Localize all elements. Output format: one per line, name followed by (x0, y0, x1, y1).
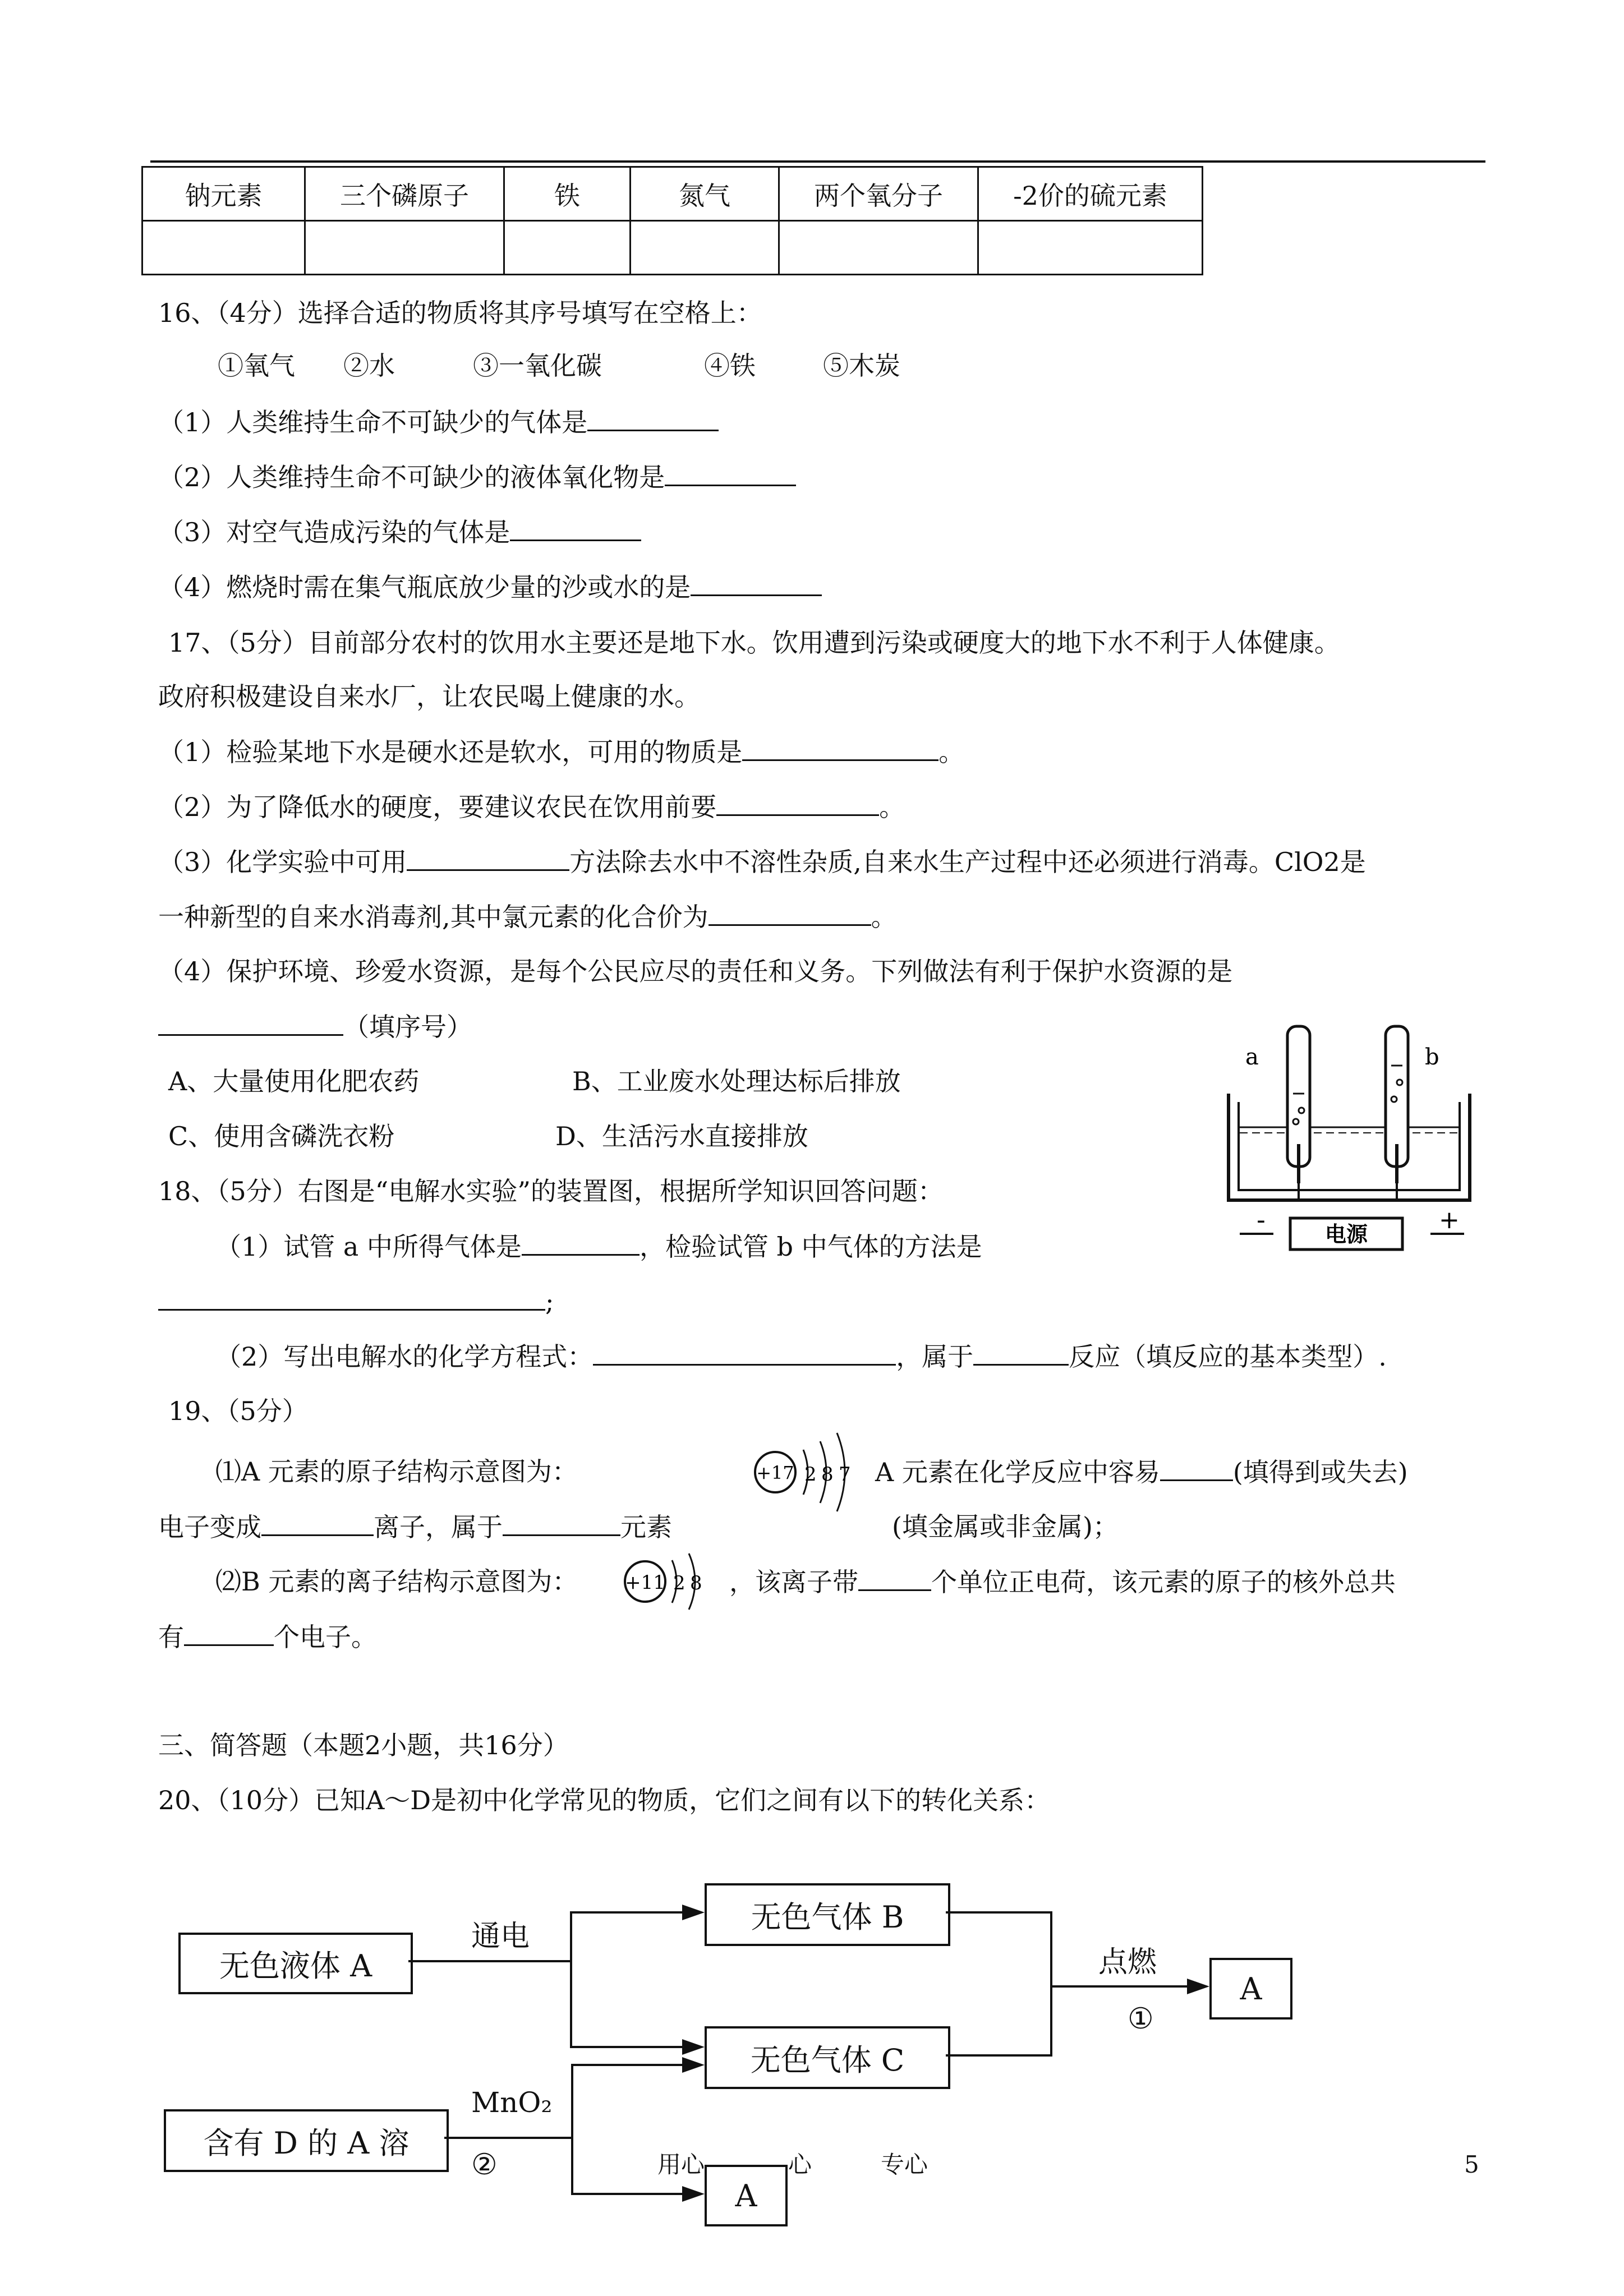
q17-item-1 (158, 735, 964, 769)
arrow-to-gas-b (682, 1905, 705, 1920)
answer-blank[interactable] (593, 1339, 896, 1366)
atom-a-shell-3: 7 (839, 1463, 851, 1486)
q16-item-1-text: （1）人类维持生命不可缺少的气体是 (158, 407, 588, 437)
connector-line (1050, 1911, 1052, 2057)
connector-line (570, 1912, 572, 2047)
ion-b-shell-1: 2 (673, 1572, 686, 1594)
q17-item-3-text-a: （3）化学实验中可用 (158, 847, 407, 877)
table-row (142, 221, 1203, 275)
q17-item-2-text: （2）为了降低水的硬度，要建议农民在饮用前要 (158, 792, 717, 822)
box-product-a: A (1209, 1958, 1292, 2020)
page-number: 5 (1464, 2151, 1479, 2178)
q17-option-c: C、使用含磷洗衣粉 (168, 1121, 395, 1151)
table-header-cell: 氮气 (631, 167, 779, 221)
ion-b-nucleus: +11 (625, 1571, 665, 1594)
connector-line (570, 1911, 682, 1914)
q16-item-2 (158, 460, 796, 494)
q18-stem: 18、（5分）右图是“电解水实验”的装置图，根据所学知识回答问题： (158, 1176, 944, 1206)
q18-item-1-end: ; (545, 1287, 554, 1317)
footer-text-3: 专心 (881, 2151, 928, 2178)
electrolysis-apparatus-diagram (1217, 1015, 1481, 1267)
q18-item-1-text-b: ，检验试管 b 中气体的方法是 (639, 1232, 982, 1262)
q16-stem: 16、（4分）选择合适的物质将其序号填写在空格上： (158, 298, 762, 328)
q18-item-1-cont (158, 1284, 554, 1318)
q17-item-4-end: （填序号） (343, 1012, 472, 1042)
q19-item-1-text-d: 电子变成 (158, 1512, 261, 1542)
answer-blank[interactable] (716, 790, 879, 816)
answer-cell[interactable] (504, 221, 631, 275)
connector-line (570, 2046, 682, 2048)
tube-a-label: a (1245, 1044, 1259, 1070)
label-reaction-2: ② (471, 2148, 498, 2182)
footer-text-2: 心 (788, 2151, 812, 2178)
q17-option-d: D、生活污水直接排放 (555, 1121, 808, 1151)
answer-blank[interactable] (709, 900, 871, 926)
arrow-to-gas-c (682, 2039, 705, 2055)
ion-b-structure-diagram (623, 1548, 707, 1615)
q16-item-3 (158, 515, 641, 549)
answer-cell[interactable] (305, 221, 504, 275)
q18-item-2-text-b: ，属于 (896, 1341, 974, 1372)
q17-option-b: B、工业废水处理达标后排放 (572, 1066, 901, 1096)
answer-cell[interactable] (779, 221, 978, 275)
atom-a-nucleus: +17 (756, 1462, 794, 1483)
q18-item-2-text-a: （2）写出电解水的化学方程式： (215, 1341, 594, 1372)
q16-item-3-text: （3）对空气造成污染的气体是 (158, 517, 510, 547)
connector-line (408, 1960, 572, 1962)
q16-option: ③一氧化碳 (473, 351, 602, 381)
answer-blank[interactable] (158, 1009, 343, 1036)
answer-cell[interactable] (142, 221, 305, 275)
box-colorless-liquid-a: 无色液体 A (178, 1933, 413, 1994)
section-3-heading: 三、简答题（本题2小题，共16分） (158, 1730, 569, 1760)
connector-line (444, 2137, 573, 2139)
connector-line (571, 2064, 682, 2066)
q18-item-1 (215, 1229, 982, 1264)
label-ignite: 点燃 (1098, 1945, 1157, 1979)
arrow-to-product-a-2 (682, 2186, 705, 2202)
q17-item-4-cont (158, 1009, 472, 1044)
box-product-a-2: A (705, 2165, 788, 2226)
q20-stem: 20、（10分）已知A～D是初中化学常见的物质，它们之间有以下的转化关系： (158, 1785, 1051, 1815)
answer-cell[interactable] (631, 221, 779, 275)
q19-item-1-text-c: (填得到或失去) (1232, 1457, 1408, 1487)
q17-item-3 (158, 845, 1366, 879)
q17-item-1-end: 。 (938, 737, 965, 767)
q17-stem-line1: 17、（5分）目前部分农村的饮用水主要还是地下水。饮用遭到污染或硬度大的地下水不利于人体健康。 (168, 628, 1340, 658)
q17-stem-line2: 政府积极建设自来水厂，让农民喝上健康的水。 (158, 681, 700, 712)
q17-item-3-cont (158, 900, 897, 934)
arrow-to-gas-c-2 (682, 2057, 705, 2073)
q19-item-2-text-c: 个单位正电荷，该元素的原子的核外总共 (931, 1567, 1396, 1597)
answer-blank[interactable] (261, 1510, 374, 1536)
label-reaction-1: ① (1128, 2002, 1154, 2036)
q19-item-1-line (875, 1455, 1408, 1489)
answer-blank[interactable] (158, 1284, 545, 1311)
box-solution-with-d: 含有 D 的 A 溶 (164, 2109, 449, 2172)
q16-option: ②水 (343, 351, 395, 381)
q17-item-2-end: 。 (879, 792, 905, 822)
q17-item-2 (158, 790, 905, 824)
q17-item-3-end: 。 (871, 902, 897, 932)
table-header-cell: 三个磷原子 (305, 167, 504, 221)
answer-blank[interactable] (503, 1510, 620, 1536)
q16-item-1 (158, 405, 719, 439)
q18-item-1-text-a: （1）试管 a 中所得气体是 (215, 1232, 522, 1262)
label-mno2: MnO₂ (471, 2086, 553, 2119)
q19-item-2-text-b: ，该离子带 (729, 1567, 858, 1597)
q19-item-2-text-e: 个电子。 (274, 1622, 377, 1652)
q18-item-2-text-c: 反应（填反应的基本类型）. (1069, 1341, 1387, 1372)
plus-sign: + (1439, 1206, 1460, 1234)
q17-item-1-text: （1）检验某地下水是硬水还是软水，可用的物质是 (158, 737, 743, 767)
minus-sign: - (1257, 1206, 1266, 1234)
q17-item-3-text-c: 一种新型的自来水消毒剂,其中氯元素的化合价为 (158, 902, 709, 932)
footer-text-1: 用心 (657, 2151, 705, 2178)
q16-item-4-text: （4）燃烧时需在集气瓶底放少量的沙或水的是 (158, 572, 691, 602)
answer-blank[interactable] (691, 570, 822, 596)
q19-item-1-text-b: A 元素在化学反应中容易 (875, 1457, 1160, 1487)
q16-item-4 (158, 570, 822, 604)
q16-option: ④铁 (704, 351, 756, 381)
box-colorless-gas-c: 无色气体 C (705, 2026, 950, 2089)
q19-item-1-text-e: 离子，属于 (374, 1512, 503, 1542)
answer-blank[interactable] (184, 1620, 274, 1646)
q19-stem: 19、（5分） (168, 1396, 308, 1426)
answer-blank[interactable] (1160, 1455, 1233, 1481)
q17-item-3-text-b: 方法除去水中不溶性杂质,自来水生产过程中还必须进行消毒。ClO2是 (569, 847, 1366, 877)
answer-blank[interactable] (587, 405, 719, 431)
symbols-table (141, 166, 1203, 275)
answer-blank[interactable] (858, 1565, 931, 1591)
table-header-cell: 铁 (504, 167, 631, 221)
q19-item-2-text-a: ⑵B 元素的离子结构示意图为： (215, 1566, 578, 1597)
table-header-cell: 两个氧分子 (779, 167, 978, 221)
answer-blank[interactable] (510, 515, 641, 541)
q19-item-1-text-f: 元素 (620, 1512, 672, 1542)
tube-b-label: b (1425, 1044, 1439, 1070)
q17-option-a: A、大量使用化肥农药 (168, 1066, 420, 1096)
atom-a-shell-1: 2 (804, 1463, 817, 1486)
q16-option: ①氧气 (218, 351, 295, 381)
atom-a-structure-diagram (752, 1424, 858, 1520)
table-header-cell: 钠元素 (142, 167, 305, 221)
q17-item-4: （4）保护环境、珍爱水资源，是每个公民应尽的责任和义务。下列做法有利于保护水资源的是 (158, 956, 1233, 986)
answer-cell[interactable] (978, 221, 1203, 275)
ion-b-shell-2: 8 (690, 1572, 702, 1594)
q18-item-2 (215, 1339, 1387, 1373)
q16-option: ⑤木炭 (823, 351, 900, 381)
connector-line (571, 2193, 682, 2195)
q16-item-2-text: （2）人类维持生命不可缺少的液体氧化物是 (158, 462, 665, 492)
connector-line (1050, 1985, 1187, 1988)
box-colorless-gas-b: 无色气体 B (705, 1883, 950, 1946)
q19-item-2-line (729, 1565, 1396, 1599)
q19-item-2-text-d: 有 (158, 1622, 184, 1652)
q19-item-2-cont (158, 1620, 377, 1654)
table-header-cell: -2价的硫元素 (978, 167, 1203, 221)
answer-blank[interactable] (407, 845, 569, 871)
connector-line (946, 1911, 1052, 1914)
q19-item-1-text-a: ⑴A 元素的原子结构示意图为： (215, 1456, 578, 1487)
answer-blank[interactable] (742, 735, 938, 761)
header-rule (150, 160, 1485, 163)
power-label: 电源 (1324, 1222, 1368, 1247)
connector-line (946, 2054, 1052, 2057)
atom-a-shell-2: 8 (821, 1463, 834, 1486)
answer-blank[interactable] (522, 1229, 640, 1256)
answer-blank[interactable] (973, 1339, 1069, 1366)
q19-item-1-cont (158, 1510, 672, 1544)
answer-blank[interactable] (665, 460, 796, 486)
arrow-to-product-a (1187, 1979, 1209, 1994)
connector-line (571, 2064, 573, 2195)
table-row (142, 167, 1203, 221)
q19-item-1-text-g: (填金属或非金属)； (892, 1511, 1119, 1542)
label-electrolysis: 通电 (471, 1920, 530, 1953)
